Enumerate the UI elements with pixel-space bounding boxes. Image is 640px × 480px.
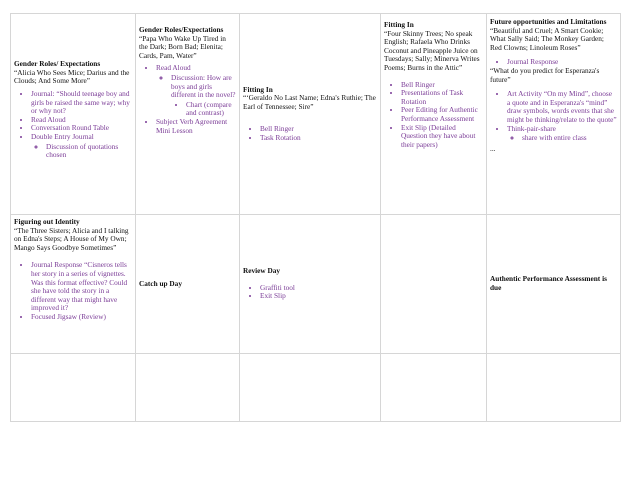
list-item: • Bell Ringer bbox=[260, 125, 377, 134]
cell-fitting-in-1 bbox=[240, 14, 381, 215]
list-item: • Journal Response bbox=[507, 58, 617, 67]
list-item: • Conversation Round Table bbox=[31, 124, 132, 133]
cell-empty bbox=[136, 354, 240, 422]
cell-subtitle: “Four Skinny Trees; No speak English; Rafaela Who Drinks Coconut and Pineapple Juice on Tuesdays; Sally; Minerva Writes Poems; Burns in the Attic” bbox=[384, 28, 480, 72]
list-item: • Journal: “Should teenage boy and girls be raised the same way; why or why not? bbox=[31, 90, 132, 116]
cell-title: Figuring out Identity bbox=[14, 217, 80, 226]
activity-list bbox=[14, 261, 132, 321]
cell-empty bbox=[381, 215, 487, 354]
cell-title: Fitting In bbox=[243, 84, 273, 94]
list-item: • Bell Ringer bbox=[401, 81, 483, 90]
list-item: • Double Entry Journal ◦ Discussion of quotations chosen bbox=[31, 133, 132, 160]
list-item: • Journal Response “Cisneros tells her story in a series of vignettes. Was this format effective? Could she have told the story in a different way that might have improved it? bbox=[31, 261, 132, 313]
list-item: • Graffiti tool bbox=[260, 284, 377, 293]
cell-empty bbox=[487, 354, 621, 422]
list-item: • Exit Slip (Detailed Question they have about their papers) bbox=[401, 124, 483, 150]
list-item: • Art Activity “On my Mind”, choose a quote and in Esperanza's “mind” draw symbols, words events that she might be thinking/relate to the quote” bbox=[507, 90, 617, 124]
list-item: • Focused Jigsaw (Review) bbox=[31, 313, 132, 322]
list-item: • Subject Verb Agreement Mini Lesson bbox=[156, 118, 236, 135]
activity-list bbox=[490, 90, 617, 143]
sub-sub-list-item: • Chart (compare and contrast) bbox=[186, 101, 236, 118]
sub-list-item: ◦ share with entire class bbox=[522, 134, 617, 143]
cell-gender-roles-1 bbox=[11, 14, 136, 215]
list-item: • Peer Editing for Authentic Performance Assessment bbox=[401, 106, 483, 123]
cell-figuring-out-identity bbox=[11, 215, 136, 354]
cell-title: Future opportunities and Limitations bbox=[490, 17, 607, 26]
cell-empty bbox=[240, 354, 381, 422]
activity-list bbox=[243, 125, 377, 142]
lesson-plan-table bbox=[10, 13, 621, 422]
cell-empty bbox=[381, 354, 487, 422]
cell-subtitle: “Papa Who Wake Up Tired in the Dark; Born Bad; Elenita; Cards, Pam, Water” bbox=[139, 33, 226, 60]
activity-list bbox=[243, 284, 377, 301]
cell-subtitle: “The Three Sisters; Alicia and I talking on Edna's Steps; A House of My Own; Mango Says Goodbye Sometimes” bbox=[14, 225, 129, 252]
cell-catch-up-day bbox=[136, 215, 240, 354]
activity-list bbox=[14, 90, 132, 160]
list-item: • Exit Slip bbox=[260, 292, 377, 301]
activity-list bbox=[384, 81, 483, 150]
activity-list bbox=[139, 64, 236, 135]
sub-list-item: ◦ Discussion of quotations chosen bbox=[46, 143, 132, 160]
list-item: • Task Rotation bbox=[260, 134, 377, 143]
cell-fitting-in-2 bbox=[381, 14, 487, 215]
cell-title: Gender Roles/ Expectations bbox=[14, 59, 101, 69]
cell-title: Authentic Performance Assessment is due bbox=[490, 274, 607, 292]
trailing-text: ... bbox=[490, 143, 496, 153]
list-item: • Read Aloud bbox=[31, 116, 132, 125]
cell-review-day bbox=[240, 215, 381, 354]
cell-future-opportunities bbox=[487, 14, 621, 215]
journal-prompt: “What do you predict for Esperanza's future” bbox=[490, 65, 600, 84]
list-item: • Read Aloud ◦ Discussion: How are boys and girls different in the novel? • Chart (compare and contrast) bbox=[156, 64, 236, 118]
cell-gender-roles-2 bbox=[136, 14, 240, 215]
list-item: • Presentations of Task Rotation bbox=[401, 89, 483, 106]
cell-title: Fitting In bbox=[384, 20, 414, 29]
cell-subtitle: “Beautiful and Cruel; A Smart Cookie; What Sally Said; The Monkey Garden; Red Clowns; Linoleum Roses” bbox=[490, 25, 604, 52]
cell-title: Gender Roles/Expectations bbox=[139, 25, 224, 34]
cell-title: Review Day bbox=[243, 266, 281, 276]
cell-empty bbox=[11, 354, 136, 422]
cell-assessment-due bbox=[487, 215, 621, 354]
sub-list-item: ◦ Discussion: How are boys and girls different in the novel? • Chart (compare and contrast) bbox=[171, 74, 236, 118]
cell-subtitle: “Alicia Who Sees Mice; Darius and the Clouds; And Some More” bbox=[14, 67, 130, 86]
list-item: • Think-pair-share ◦ share with entire class bbox=[507, 125, 617, 143]
cell-title: Catch up Day bbox=[139, 278, 182, 288]
cell-subtitle: “‘Geraldo No Last Name; Edna's Ruthie; The Earl of Tennessee; Sire” bbox=[243, 93, 376, 111]
